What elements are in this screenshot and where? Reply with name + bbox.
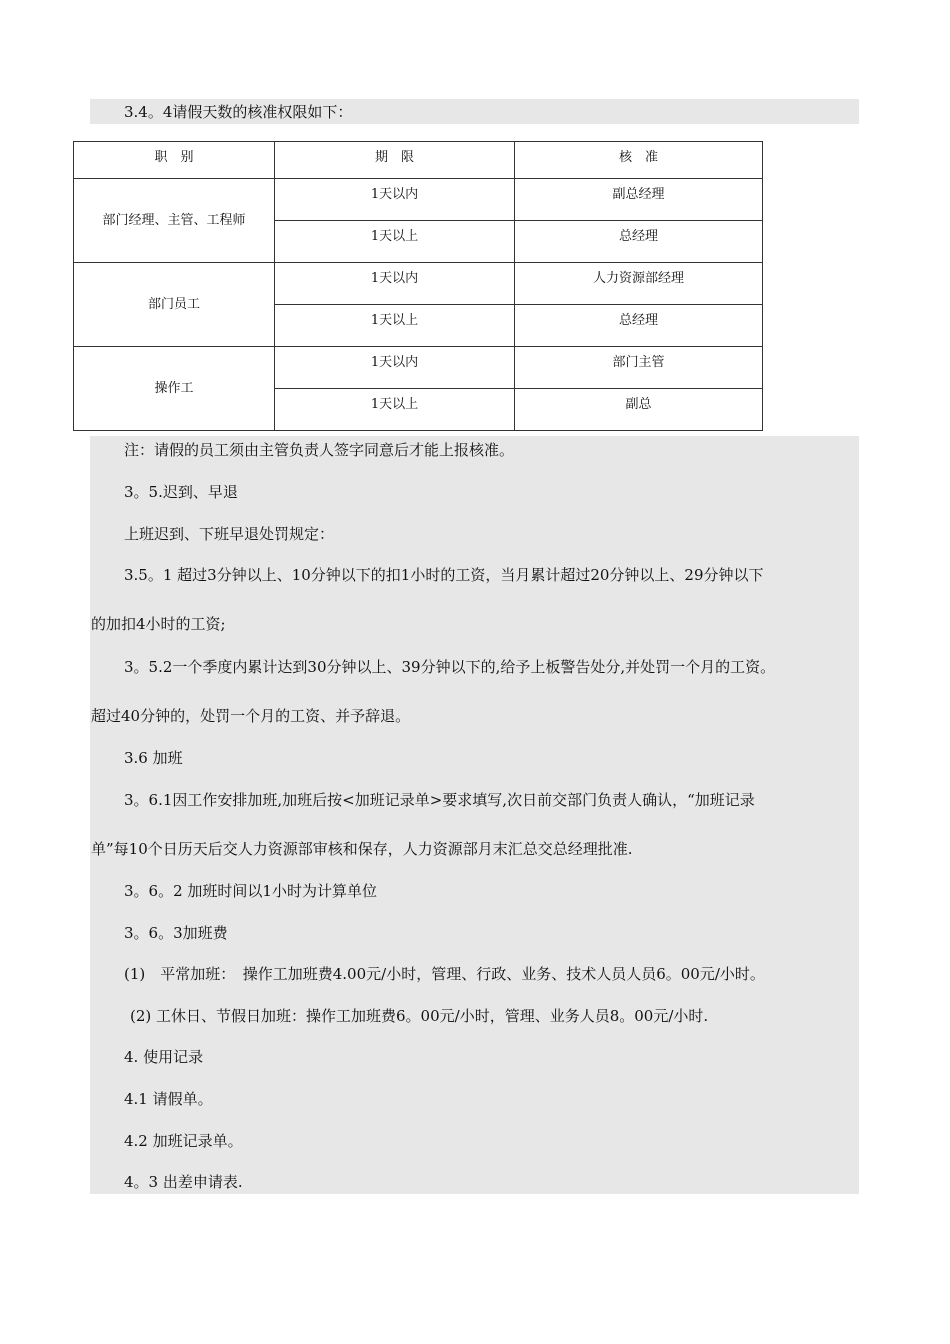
note-paragraph: 注：请假的员工须由主管负责人签字同意后才能上报核准。	[124, 441, 515, 459]
paragraph: 单”每10个日历天后交人力资源部审核和保存，人力资源部月末汇总交总经理批准.	[91, 840, 633, 858]
body-band	[90, 436, 859, 1194]
paragraph: 的加扣4小时的工资;	[91, 615, 226, 633]
role-cell: 部门经理、主管、工程师	[74, 179, 275, 263]
section-heading: 3.4。4请假天数的核准权限如下：	[124, 103, 353, 121]
paragraph: 3。6.1因工作安排加班,加班后按<加班记录单>要求填写,次日前交部门负责人确认，“加班记录	[124, 791, 755, 809]
approval-table	[73, 141, 763, 431]
period-cell: 1天以上	[275, 389, 515, 431]
table-row	[74, 179, 763, 221]
paragraph: 3。5.2一个季度内累计达到30分钟以上、39分钟以下的,给予上板警告处分,并处罚一个月的工资。	[124, 658, 776, 676]
period-cell: 1天以内	[275, 263, 515, 305]
approver-cell: 副总	[515, 389, 763, 431]
approver-cell: 部门主管	[515, 347, 763, 389]
paragraph: 上班迟到、下班早退处罚规定：	[124, 525, 335, 543]
list-item: (2) 工休日、节假日加班：操作工加班费6。00元/小时，管理、业务人员8。00元/小时.	[130, 1007, 709, 1025]
section-title: 3.6 加班	[124, 749, 183, 767]
period-cell: 1天以上	[275, 305, 515, 347]
list-item: 4.2 加班记录单。	[124, 1132, 243, 1150]
list-item: 4。3 出差申请表.	[124, 1173, 243, 1191]
section-title: 3。5.迟到、早退	[124, 483, 238, 501]
paragraph: 3。6。3加班费	[124, 924, 228, 942]
approver-cell: 人力资源部经理	[515, 263, 763, 305]
header-period: 期 限	[275, 142, 515, 179]
role-cell: 部门员工	[74, 263, 275, 347]
period-cell: 1天以上	[275, 221, 515, 263]
list-item: (1) 平常加班： 操作工加班费4.00元/小时，管理、行政、业务、技术人员人员6。00元/小时。	[124, 965, 765, 983]
paragraph: 3。6。2 加班时间以1小时为计算单位	[124, 882, 377, 900]
paragraph: 3.5。1 超过3分钟以上、10分钟以下的扣1小时的工资，当月累计超过20分钟以上、29分钟以下	[124, 566, 764, 584]
header-approver: 核 准	[515, 142, 763, 179]
period-cell: 1天以内	[275, 179, 515, 221]
header-role: 职 别	[74, 142, 275, 179]
approver-cell: 总经理	[515, 305, 763, 347]
list-item: 4.1 请假单。	[124, 1090, 213, 1108]
period-cell: 1天以内	[275, 347, 515, 389]
approver-cell: 副总经理	[515, 179, 763, 221]
role-cell: 操作工	[74, 347, 275, 431]
approver-cell: 总经理	[515, 221, 763, 263]
section-title: 4. 使用记录	[124, 1048, 204, 1066]
table-header-row	[74, 142, 763, 179]
paragraph: 超过40分钟的，处罚一个月的工资、并予辞退。	[91, 707, 411, 725]
table-row	[74, 347, 763, 389]
table-row	[74, 263, 763, 305]
